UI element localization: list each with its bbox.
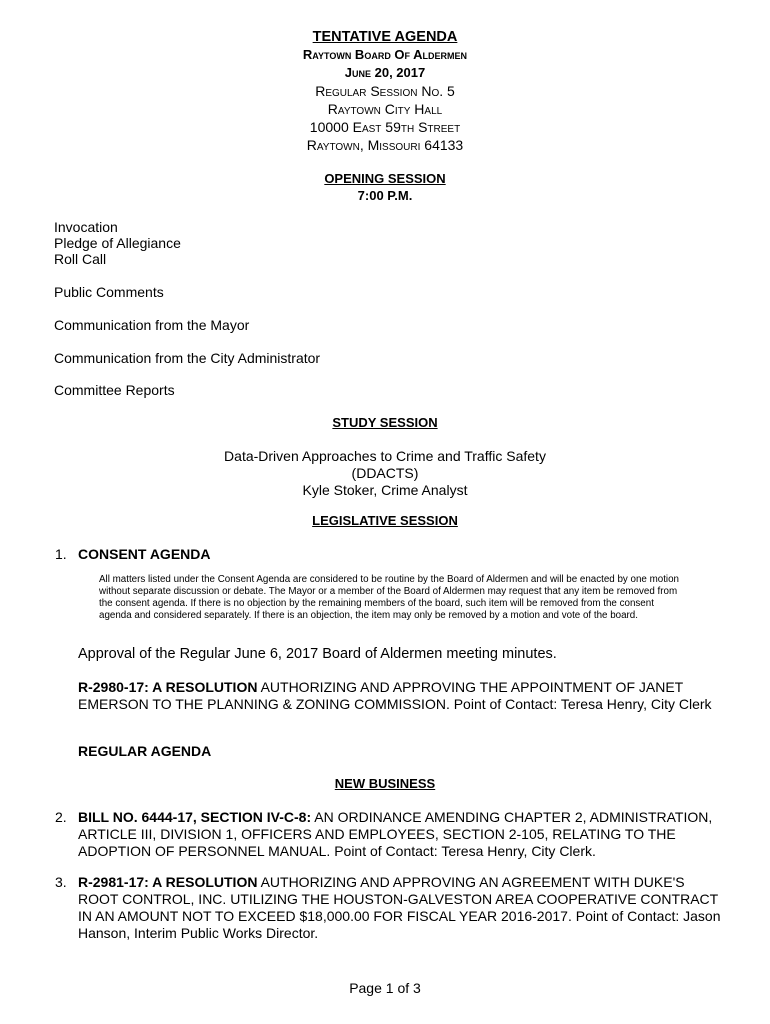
- city-address: Raytown, Missouri 64133: [306, 137, 464, 153]
- item-number: 3.: [55, 874, 67, 890]
- agenda-item-pledge: Pledge of Allegiance: [54, 235, 181, 251]
- legislative-session-heading: LEGISLATIVE SESSION: [312, 513, 458, 528]
- item-number: 1.: [55, 546, 67, 562]
- agenda-item-invocation: Invocation: [54, 219, 118, 235]
- agenda-item-mayor: Communication from the Mayor: [54, 317, 250, 333]
- bill-6444: [78, 809, 728, 860]
- study-topic: Data-Driven Approaches to Crime and Traffic Safety: [224, 448, 546, 464]
- consent-agenda-note: All matters listed under the Consent Agenda are considered to be routine by the Board of Aldermen and will be enacted by one motion without separate discussion or debate. The Mayor or a member of the Board of Aldermen may request that any item be removed from the consent agenda. If there is no objection by the remaining members of the board, such item will be removed from the consent agenda and considered separately. If there is an objection, the item may only be removed by a motion and vote of the board.: [99, 574, 680, 621]
- bill-text: AN ORDINANCE AMENDING CHAPTER 2, ADMINISTRATION, ARTICLE III, DIVISION 1, OFFICERS AND EMPLOYEES, SECTION 2-105, RELATING TO THE ADOPTION OF PERSONNEL MANUAL. Point of Contact: Teresa Henry, City Clerk.: [78, 809, 713, 859]
- study-session-heading: STUDY SESSION: [332, 415, 438, 430]
- study-acronym: (DDACTS): [351, 465, 419, 481]
- new-business-heading: NEW BUSINESS: [334, 776, 436, 791]
- item-number: 2.: [55, 809, 67, 825]
- meeting-date: June 20, 2017: [344, 65, 426, 80]
- study-session-block: [0, 448, 770, 499]
- agenda-item-committee-reports: Committee Reports: [54, 382, 175, 398]
- page-number: Page 1 of 3: [349, 980, 421, 996]
- session-name: Regular Session No. 5: [315, 83, 455, 99]
- consent-agenda-title: CONSENT AGENDA: [78, 546, 211, 562]
- resolution-r2980: [78, 679, 728, 713]
- resolution-text: AUTHORIZING AND APPROVING AN AGREEMENT WITH DUKE'S ROOT CONTROL, INC. UTILIZING THE HOUSTON-GALVESTON AREA COOPERATIVE CONTRACT IN AN AMOUNT NOT TO EXCEED $18,000.00 FOR FISCAL YEAR 2016-2017. Point of Contact: Jason Hanson, Interim Public Works Director.: [78, 874, 721, 941]
- opening-session-heading-block: [0, 170, 770, 204]
- agenda-item-city-administrator: Communication from the City Administrator: [54, 350, 321, 366]
- venue-name: Raytown City Hall: [327, 101, 443, 117]
- resolution-id: R-2981-17: A RESOLUTION: [78, 874, 258, 890]
- opening-session-time: 7:00 P.M.: [357, 188, 413, 203]
- minutes-approval: Approval of the Regular June 6, 2017 Board of Aldermen meeting minutes.: [78, 646, 557, 662]
- street-address: 10000 East 59th Street: [309, 119, 461, 135]
- agenda-header: [0, 28, 770, 154]
- resolution-id: R-2980-17: A RESOLUTION: [78, 679, 258, 695]
- study-presenter: Kyle Stoker, Crime Analyst: [302, 482, 468, 498]
- agenda-item-public-comments: Public Comments: [54, 284, 164, 300]
- agenda-item-roll-call: Roll Call: [54, 251, 107, 267]
- board-name: Raytown Board Of Aldermen: [302, 47, 468, 62]
- bill-id: BILL NO. 6444-17, SECTION IV-C-8:: [78, 809, 312, 825]
- resolution-r2981: [78, 874, 728, 942]
- agenda-title: TENTATIVE AGENDA: [312, 29, 458, 45]
- opening-session-heading: OPENING SESSION: [324, 171, 446, 186]
- regular-agenda-heading: REGULAR AGENDA: [78, 743, 212, 759]
- resolution-text: AUTHORIZING AND APPROVING THE APPOINTMENT OF JANET EMERSON TO THE PLANNING & ZONING COMMISSION. Point of Contact: Teresa Henry, City Clerk: [78, 679, 712, 712]
